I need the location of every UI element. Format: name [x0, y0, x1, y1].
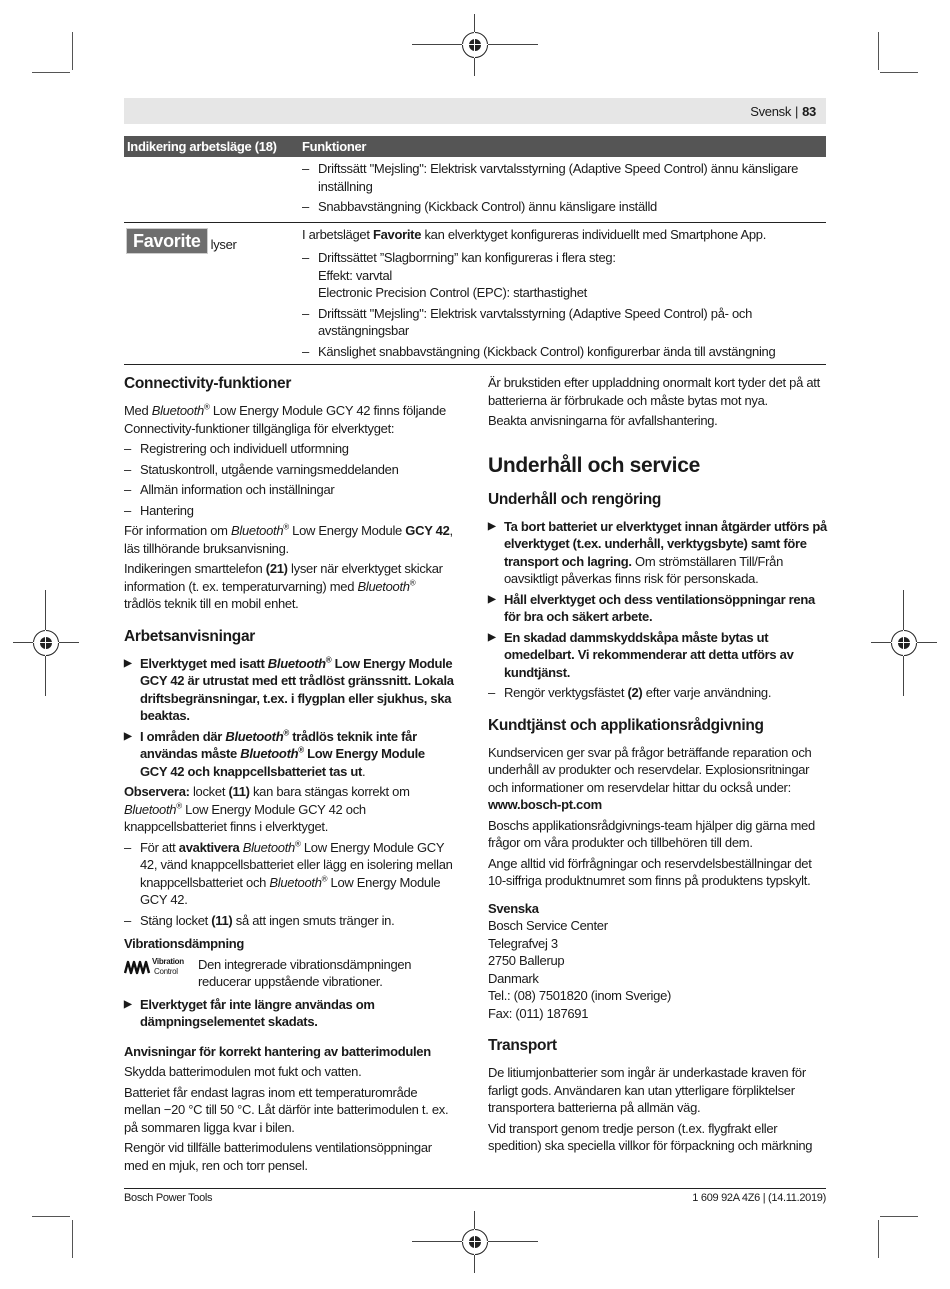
- list-item: ▶ I områden där Bluetooth® trådlös teknik inte får användas måste Bluetooth® Low Energy Module GCY 42 och knappcellsbatteriet tas ut.: [124, 728, 454, 781]
- vibration-text: Den integrerade vibrationsdämpningen reducerar uppstående vibrationer.: [198, 956, 412, 989]
- mode-table: [124, 160, 826, 365]
- list-item: ▶ Elverktyget får inte längre användas om dämpningselementet skadats.: [124, 996, 454, 1031]
- table-row: [124, 160, 826, 222]
- page-number: 83: [802, 103, 816, 119]
- footer-doc-number: 1 609 92A 4Z6 | (14.11.2019): [692, 1192, 826, 1204]
- list-item: – Allmän information och inställningar: [124, 481, 454, 499]
- connectivity-list: [124, 440, 454, 519]
- list-item: – Statuskontroll, utgående varningsmeddelanden: [124, 461, 454, 479]
- list-item: – Stäng locket (11) så att ingen smuts tränger in.: [124, 912, 454, 930]
- favorite-badge: Favorite: [126, 228, 208, 254]
- function-list: [302, 249, 826, 360]
- crop-mark: [878, 32, 879, 70]
- registration-mark-right: [891, 630, 917, 656]
- list-item: – Rengör verktygsfästet (2) efter varje användning.: [488, 684, 828, 702]
- battery-p2: Batteriet får endast lagras inom ett temperaturområde mellan −20 °C till 50 °C. Låt därför inte batterimodulen t. ex. på sommaren ligga kvar i bilen.: [124, 1084, 449, 1135]
- left-column: [124, 374, 454, 1177]
- country-title: Svenska: [488, 900, 539, 916]
- support-p2: Boschs applikationsrådgivnings-team hjälper dig gärna med frågor om våra produkter och tillbehören till dem.: [488, 817, 815, 850]
- battery-life-note: Är brukstiden efter uppladdning onormalt kort tyder det på att batterierna är förbrukade och måste bytas mot nya.: [488, 375, 820, 408]
- support-url[interactable]: www.bosch-pt.com: [488, 797, 602, 812]
- battery-p3: Rengör vid tillfälle batterimodulens ventilationsöppningar med en mjuk, ren och torr pensel.: [124, 1140, 432, 1173]
- disposal-note: Beakta anvisningarna för avfallshantering.: [488, 413, 718, 428]
- table-header: [124, 136, 826, 157]
- list-item: – Hantering: [124, 502, 454, 520]
- work-note: Observera: locket (11) kan bara stängas korrekt om Bluetooth® Low Energy Module GCY 42 och knappcellsbatteriet finns i elverktyget.: [124, 784, 410, 834]
- connectivity-indicator: Indikeringen smarttelefon (21) lyser när elverktyget skickar information (t. ex. temperaturvarning) med Bluetooth® trådlös teknik till en mobil enhet.: [124, 561, 443, 611]
- list-item: – Driftssättet ”Slagborrning” kan konfigureras i flera steg: Effekt: varvtal Electronic Precision Control (EPC): starthastighet: [302, 249, 826, 302]
- table-header-functions: Funktioner: [302, 139, 367, 154]
- vibration-title: Vibrationsdämpning: [124, 936, 245, 951]
- work-title: Arbetsanvisningar: [124, 627, 255, 645]
- service-title: Underhåll och service: [488, 453, 700, 477]
- connectivity-title: Connectivity-funktioner: [124, 375, 292, 392]
- function-list: [302, 160, 826, 216]
- crop-mark: [72, 1220, 73, 1258]
- support-p3: Ange alltid vid förfrågningar och reservdelsbeställningar det 10-siffriga produktnumret som finns på produktens typskylt.: [488, 855, 812, 888]
- list-item: – Driftssätt "Mejsling": Elektrisk varvtalsstyrning (Adaptive Speed Control) ännu känsligare inställning: [302, 160, 826, 195]
- crop-mark: [32, 72, 70, 73]
- battery-title: Anvisningar för korrekt hantering av batterimodulen: [124, 1043, 431, 1059]
- crop-mark: [878, 1220, 879, 1258]
- work-list: [124, 839, 454, 930]
- list-item: – Driftssätt "Mejsling": Elektrisk varvtalsstyrning (Adaptive Speed Control) på- och avstängningsbar: [302, 305, 826, 340]
- transport-title: Transport: [488, 1037, 557, 1054]
- list-item: – Snabbavstängning (Kickback Control) ännu känsligare inställd: [302, 198, 826, 216]
- header-language: Svensk: [750, 103, 792, 119]
- support-p1: Kundservicen ger svar på frågor beträffande reparation och underhåll av produkter och reservdelar. Explosionsritningar och informationer om reservdelar hittar du också under: www.bosch-pt.com: [488, 744, 812, 812]
- cleaning-list: [488, 518, 828, 682]
- address-block: Bosch Service Center Telegrafvej 3 2750 Ballerup Danmark Tel.: (08) 7501820 (inom Sverige) Fax: (011) 187691: [488, 918, 672, 1021]
- crop-mark: [32, 1216, 70, 1217]
- transport-p2: Vid transport genom tredje person (t.ex. flygfrakt eller spedition) ska speciella villkor för förpackning och märkning: [488, 1120, 813, 1153]
- connectivity-intro: Med Bluetooth® Low Energy Module GCY 42 finns följande Connectivity-funktioner tillgängliga för elverktyget:: [124, 402, 446, 436]
- list-item: – Känslighet snabbavstängning (Kickback Control) konfigurerbar ända till avstängning: [302, 343, 826, 361]
- registration-mark-top: [462, 32, 488, 58]
- work-warnings: [124, 655, 454, 781]
- favorite-intro: I arbetsläget Favorite kan elverktyget konfigureras individuellt med Smartphone App.: [302, 226, 767, 242]
- battery-p1: Skydda batterimodulen mot fukt och vatten.: [124, 1064, 362, 1079]
- header-separator: |: [795, 103, 799, 119]
- vibration-control-icon: [124, 957, 190, 979]
- vibration-warning: [124, 996, 454, 1031]
- crop-mark: [72, 32, 73, 70]
- list-item: ▶ En skadad dammskyddskåpa måste bytas ut omedelbart. Vi rekommenderar att detta utförs av kundtjänst.: [488, 629, 828, 682]
- table-row: [124, 222, 826, 366]
- footer-brand: Bosch Power Tools: [124, 1192, 213, 1204]
- favorite-indicator: [124, 226, 302, 254]
- cleaning-title: Underhåll och rengöring: [488, 490, 662, 508]
- list-item: – Registrering och individuell utformning: [124, 440, 454, 458]
- list-item: ▶ Elverktyget med isatt Bluetooth® Low Energy Module GCY 42 är utrustat med ett trådlöst gränssnitt. Lokala driftsbegränsningar, t.ex. i flygplan eller sjukhus, ska beaktas.: [124, 655, 454, 725]
- vibration-block: [124, 956, 454, 991]
- footer-rule: [124, 1188, 826, 1189]
- right-column: [488, 374, 828, 1158]
- vibration-icon-label: Vibration: [152, 956, 184, 966]
- list-item: – För att avaktivera Bluetooth® Low Energy Module GCY 42, vänd knappcellsbatteriet eller lägg en isolering mellan knappcellsbatteriet och Bluetooth® Low Energy Module GCY 42.: [124, 839, 454, 909]
- registration-mark-bottom: [462, 1229, 488, 1255]
- connectivity-info: För information om Bluetooth® Low Energy Module GCY 42, läs tillhörande bruksanvisning.: [124, 522, 453, 556]
- vibration-icon-sublabel: Control: [154, 966, 178, 976]
- page-header: [124, 98, 826, 124]
- crop-mark: [880, 1216, 918, 1217]
- registration-mark-left: [33, 630, 59, 656]
- transport-p1: De litiumjonbatterier som ingår är underkastade kraven för farligt gods. Användaren kan utan ytterligare förpliktelser transportera batterierna på allmän väg.: [488, 1065, 806, 1115]
- table-header-mode: Indikering arbetsläge (18): [127, 139, 277, 154]
- crop-mark: [880, 72, 918, 73]
- cleaning-dash-list: [488, 684, 828, 702]
- list-item: ▶ Håll elverktyget och dess ventilationsöppningar rena för bra och säkert arbete.: [488, 591, 828, 626]
- support-title: Kundtjänst och applikationsrådgivning: [488, 716, 764, 734]
- list-item: ▶ Ta bort batteriet ur elverktyget innan åtgärder utförs på elverktyget (t.ex. underhåll, verktygsbyte) samt före transport och lagring. Om strömställaren Till/Från oavsiktligt påverkas finns risk för personskada.: [488, 518, 828, 588]
- favorite-badge-suffix: lyser: [210, 237, 237, 252]
